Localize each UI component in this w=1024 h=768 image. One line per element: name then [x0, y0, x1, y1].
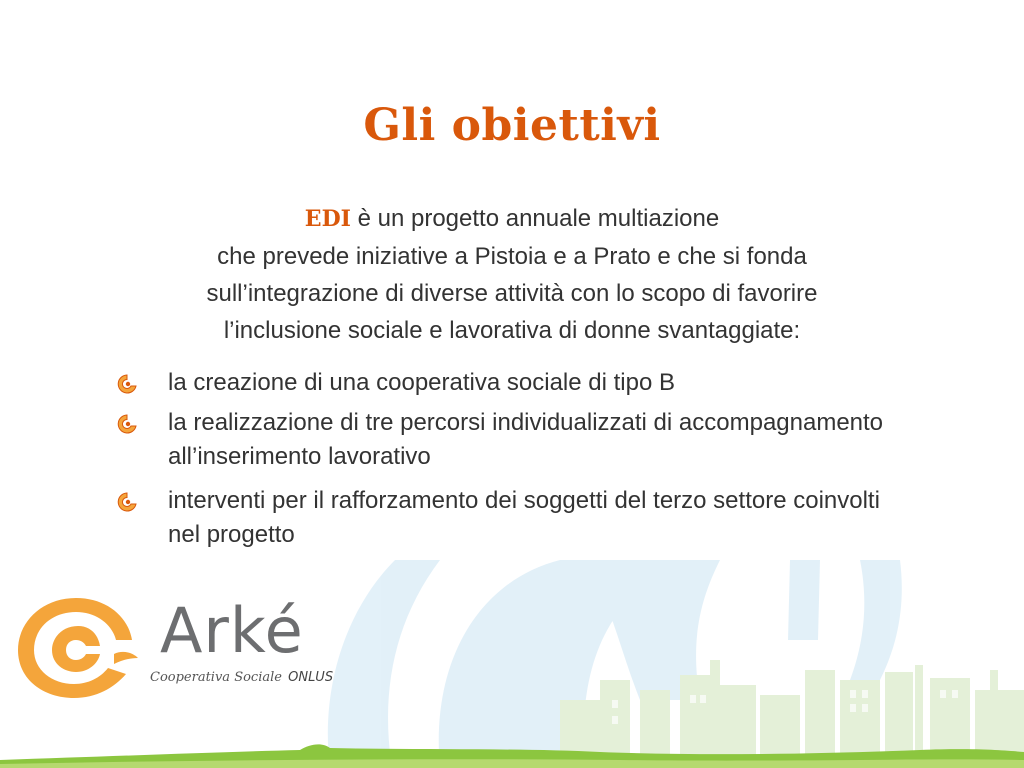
intro-line-1-rest: è un progetto annuale multiazione [350, 205, 720, 232]
edi-brand: EDI [304, 206, 351, 232]
arke-swirl-icon [116, 413, 138, 435]
objectives-list [112, 366, 912, 558]
list-item [112, 366, 912, 400]
list-item [112, 406, 912, 474]
intro-line-3: sull’integrazione di diverse attività con lo scopo di favorire [206, 280, 818, 307]
arke-swirl-icon [116, 491, 138, 513]
intro-line-2: che prevede iniziative a Pistoia e a Prato e che si fonda [217, 243, 807, 270]
logo-subtitle-text: Cooperativa Sociale [150, 670, 282, 685]
logo-subtitle [150, 670, 333, 685]
intro-paragraph [112, 200, 912, 349]
list-item [112, 484, 912, 552]
logo-suffix: ONLUS [288, 670, 334, 685]
logo-name: Arké [160, 594, 304, 667]
list-item-text: la creazione di una cooperativa sociale di tipo B [168, 369, 675, 396]
list-item-text: interventi per il rafforzamento dei soggetti del terzo settore coinvolti nel progetto [168, 487, 880, 548]
arke-swirl-icon [116, 373, 138, 395]
intro-line-1 [112, 200, 912, 238]
intro-line-4: l’inclusione sociale e lavorativa di donne svantaggiate: [223, 317, 801, 344]
arke-logo-swirl-icon [14, 592, 144, 702]
list-item-text: la realizzazione di tre percorsi individualizzati di accompagnamento all’inserimento lavorativo [168, 409, 884, 470]
arke-logo [14, 592, 334, 702]
slide-title: Gli obiettivi [363, 100, 661, 151]
